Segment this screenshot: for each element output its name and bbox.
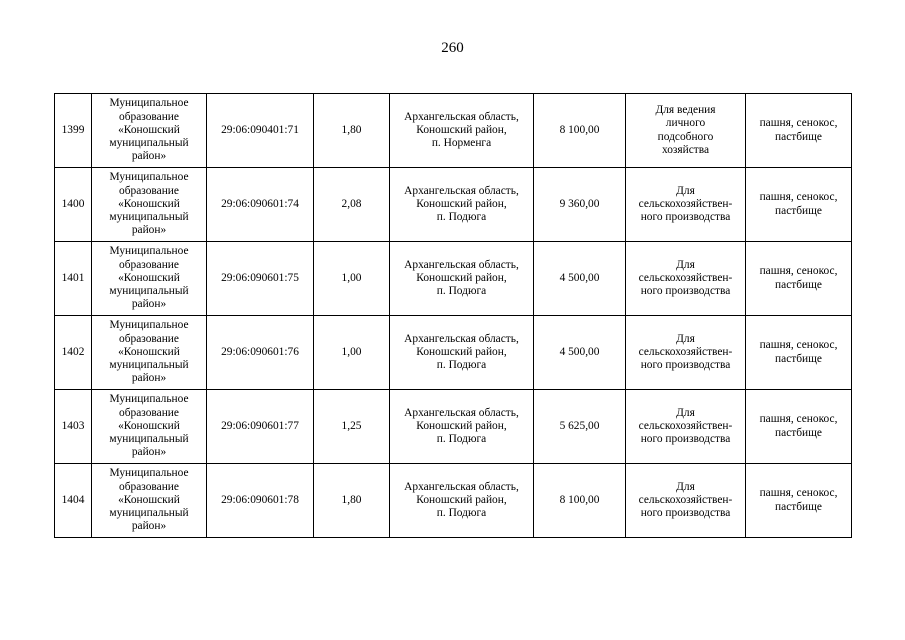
cell-owner: Муниципальное образование «Коношский муниципальный район» xyxy=(92,316,207,390)
cell-number: 1404 xyxy=(55,464,92,538)
cell-number: 1402 xyxy=(55,316,92,390)
cell-land-use: пашня, сенокос, пастбище xyxy=(746,316,852,390)
cell-purpose: Для сельскохозяйствен- ного производства xyxy=(626,242,746,316)
cell-owner: Муниципальное образование «Коношский муниципальный район» xyxy=(92,94,207,168)
cell-value: 5 625,00 xyxy=(534,390,626,464)
cell-land-use: пашня, сенокос, пастбище xyxy=(746,464,852,538)
cell-address: Архангельская область, Коношский район, п. Норменга xyxy=(390,94,534,168)
cell-area: 1,00 xyxy=(314,316,390,390)
cell-number: 1400 xyxy=(55,168,92,242)
cell-address: Архангельская область, Коношский район, п. Подюга xyxy=(390,242,534,316)
cell-land-use: пашня, сенокос, пастбище xyxy=(746,390,852,464)
cell-purpose: Для сельскохозяйствен- ного производства xyxy=(626,464,746,538)
cell-purpose: Для сельскохозяйствен- ного производства xyxy=(626,316,746,390)
cell-land-use: пашня, сенокос, пастбище xyxy=(746,94,852,168)
cell-address: Архангельская область, Коношский район, п. Подюга xyxy=(390,316,534,390)
cell-purpose: Для ведения личного подсобного хозяйства xyxy=(626,94,746,168)
cell-value: 4 500,00 xyxy=(534,316,626,390)
cell-purpose: Для сельскохозяйствен- ного производства xyxy=(626,168,746,242)
cell-value: 8 100,00 xyxy=(534,464,626,538)
cell-cadastral-number: 29:06:090601:74 xyxy=(207,168,314,242)
cell-number: 1401 xyxy=(55,242,92,316)
cell-owner: Муниципальное образование «Коношский муниципальный район» xyxy=(92,390,207,464)
table-row xyxy=(55,242,852,316)
cell-owner: Муниципальное образование «Коношский муниципальный район» xyxy=(92,168,207,242)
cell-cadastral-number: 29:06:090601:78 xyxy=(207,464,314,538)
table-row xyxy=(55,94,852,168)
land-plots-table xyxy=(54,93,852,538)
cell-cadastral-number: 29:06:090401:71 xyxy=(207,94,314,168)
cell-value: 9 360,00 xyxy=(534,168,626,242)
cell-address: Архангельская область, Коношский район, п. Подюга xyxy=(390,390,534,464)
cell-land-use: пашня, сенокос, пастбище xyxy=(746,168,852,242)
table-row xyxy=(55,168,852,242)
cell-land-use: пашня, сенокос, пастбище xyxy=(746,242,852,316)
cell-area: 1,25 xyxy=(314,390,390,464)
cell-address: Архангельская область, Коношский район, п. Подюга xyxy=(390,168,534,242)
cell-cadastral-number: 29:06:090601:75 xyxy=(207,242,314,316)
cell-cadastral-number: 29:06:090601:77 xyxy=(207,390,314,464)
cell-value: 8 100,00 xyxy=(534,94,626,168)
table-body xyxy=(55,94,852,538)
cell-value: 4 500,00 xyxy=(534,242,626,316)
cell-area: 1,00 xyxy=(314,242,390,316)
cell-area: 1,80 xyxy=(314,94,390,168)
table-row xyxy=(55,390,852,464)
cell-number: 1399 xyxy=(55,94,92,168)
table-row xyxy=(55,464,852,538)
cell-area: 1,80 xyxy=(314,464,390,538)
cell-owner: Муниципальное образование «Коношский муниципальный район» xyxy=(92,242,207,316)
cell-purpose: Для сельскохозяйствен- ного производства xyxy=(626,390,746,464)
cell-number: 1403 xyxy=(55,390,92,464)
cell-area: 2,08 xyxy=(314,168,390,242)
cell-address: Архангельская область, Коношский район, п. Подюга xyxy=(390,464,534,538)
table-row xyxy=(55,316,852,390)
cell-owner: Муниципальное образование «Коношский муниципальный район» xyxy=(92,464,207,538)
cell-cadastral-number: 29:06:090601:76 xyxy=(207,316,314,390)
page-number: 260 xyxy=(441,40,464,56)
